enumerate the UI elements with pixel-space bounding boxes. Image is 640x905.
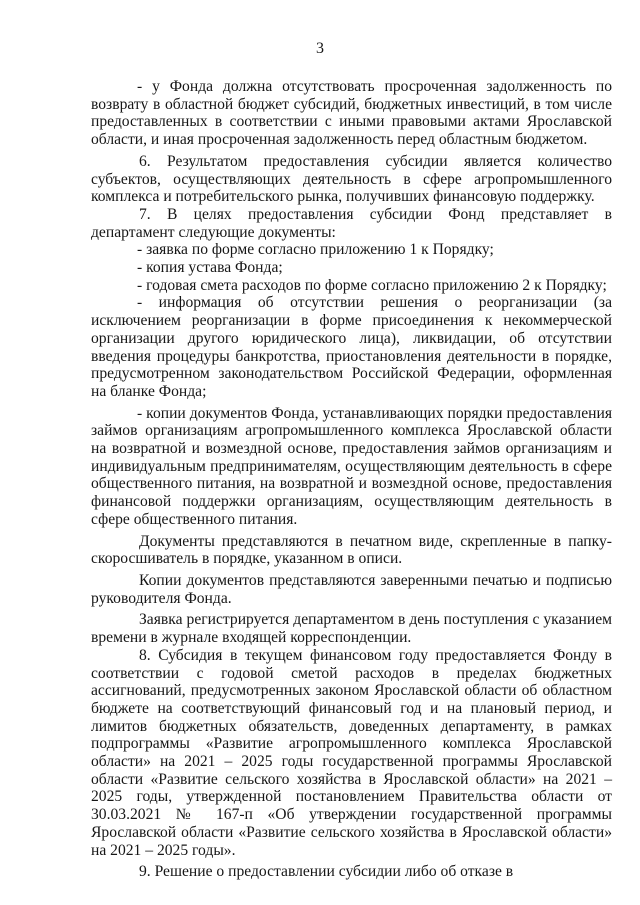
paragraph-print-format: Документы представляются в печатном виде, скрепленные в папку-скоросшиватель в порядке, указанном в описи. (91, 532, 612, 568)
document-body (91, 78, 612, 881)
page-number: 3 (316, 40, 324, 57)
list-item-reorganization-info: - информация об отсутствии решения о реорганизации (за исключением реорганизации в форме присоединения к некоммерческой организации другого юридического лица), ликвидации, об отсутствии введения процедуры банкротства, приостановления деятельности в порядке, предусмотренном законодательством Российской Федерации, оформленная на бланке Фонда; (91, 294, 612, 400)
paragraph-8-subsidy: 8. Субсидия в текущем финансовом году предоставляется Фонду в соответствии с годовой сметой расходов в пределах бюджетных ассигнований, предусмотренных законом Ярославской области об областном бюджете на соответствующий финансовый год и на плановый период, и лимитов бюджетных обязательств, доведенных департаменту, в рамках подпрограммы «Развитие агропромышленного комплекса Ярославской области» на 2021 – 2025 годы государственной программы Ярославской области «Развитие сельского хозяйства в Ярославской области» на 2021 – 2025 годы, утвержденной постановлением Правительства области от 30.03.2021 № 167-п «Об утверждении государственной программы Ярославской области «Развитие сельского хозяйства в Ярославской области» на 2021 – 2025 годы». (91, 646, 612, 859)
list-item-application: - заявка по форме согласно приложению 1 к Порядку; (137, 241, 494, 259)
list-item-annual-estimate: - годовая смета расходов по форме согласно приложению 2 к Порядку; (137, 276, 607, 294)
paragraph-certified-copies: Копии документов представляются заверенными печатью и подписью руководителя Фонда. (91, 571, 612, 607)
paragraph-fund-no-debt: - у Фонда должна отсутствовать просроченная задолженность по возврату в областной бюджет субсидий, бюджетных инвестиций, в том числе предоставленных в соответствии с иными правовыми актами Ярославской области, и иная просроченная задолженность перед областным бюджетом. (91, 78, 612, 149)
paragraph-registration: Заявка регистрируется департаментом в день поступления с указанием времени в журнале входящей корреспонденции. (91, 611, 612, 647)
list-item-loan-procedures: - копии документов Фонда, устанавливающих порядки предоставления займов организациям агропромышленного комплекса Ярославской области на возвратной и возмездной основе, предоставления займов организациям и индивидуальным предпринимателям, осуществляющим деятельность в сфере общественного питания, на возвратной и возмездной основе, предоставления финансовой поддержки организациям, осуществляющим деятельность в сфере общественного питания. (91, 404, 612, 528)
paragraph-6-result: 6. Результатом предоставления субсидии является количество субъектов, осуществляющих деятельность в сфере агропромышленного комплекса и потребительского рынка, получивших финансовую поддержку. (91, 152, 612, 206)
list-item-charter-copy: - копия устава Фонда; (137, 259, 283, 277)
paragraph-9-decision: 9. Решение о предоставлении субсидии либо об отказе в (139, 863, 514, 881)
paragraph-7-documents: 7. В целях предоставления субсидии Фонд представляет в департамент следующие документы: (91, 205, 612, 241)
